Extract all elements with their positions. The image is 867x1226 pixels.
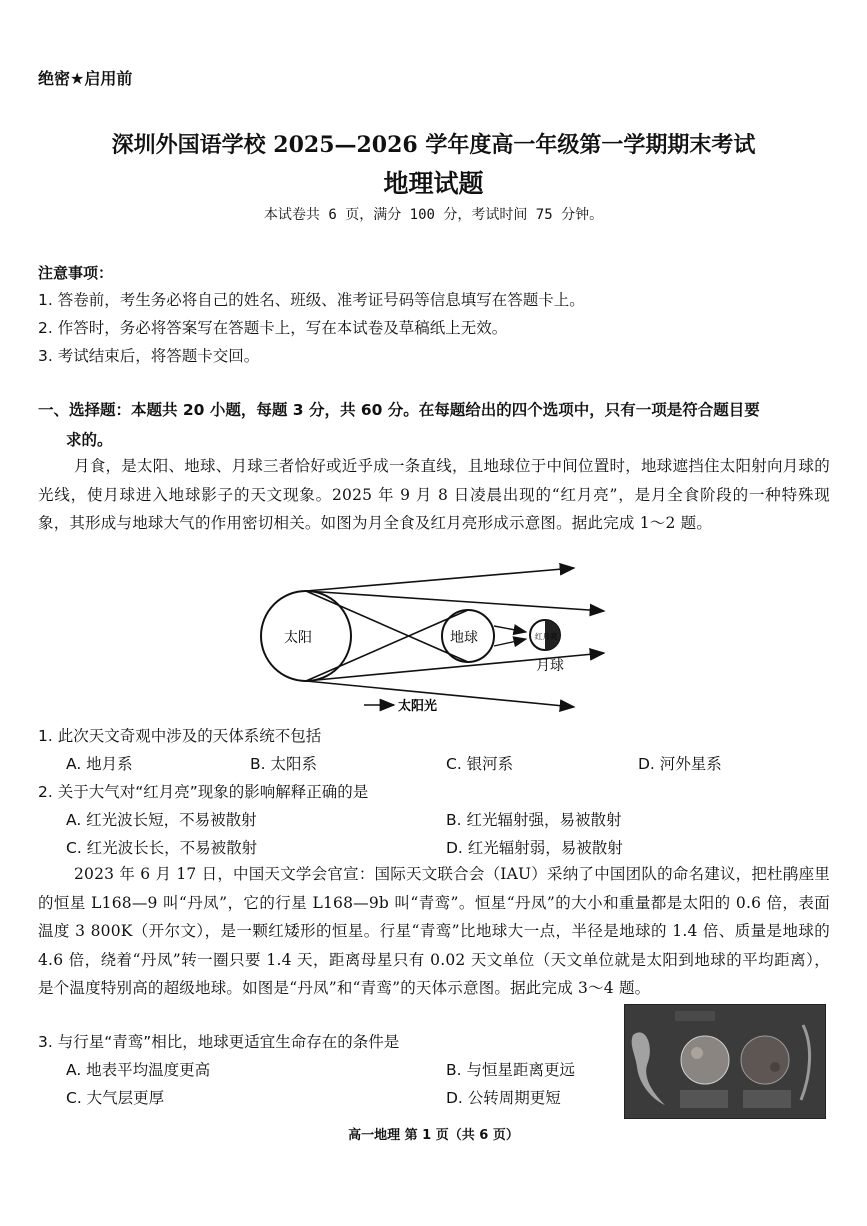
note-item: 1. 答卷前，考生务必将自己的姓名、班级、准考证号码等信息填写在答题卡上。 bbox=[38, 291, 585, 309]
page-footer: 高一地理 第 1 页（共 6 页） bbox=[348, 1128, 519, 1143]
question-stem: 3. 与行星“青鸾”相比，地球更适宜生命存在的条件是 bbox=[38, 1033, 400, 1051]
sunlight-legend: 太阳光 bbox=[398, 699, 438, 714]
notes-title: 注意事项： bbox=[38, 264, 114, 282]
option-b[interactable]: B. 红光辐射强，易被散射 bbox=[446, 811, 622, 829]
question-stem: 2. 关于大气对“红月亮”现象的影响解释正确的是 bbox=[38, 783, 369, 801]
note-item: 2. 作答时，务必将答案写在答题卡上，写在本试卷及草稿纸上无效。 bbox=[38, 319, 508, 337]
option-b[interactable]: B. 与恒星距离更远 bbox=[446, 1061, 575, 1079]
option-d[interactable]: D. 河外星系 bbox=[638, 755, 722, 773]
option-c[interactable]: C. 银河系 bbox=[446, 755, 514, 773]
option-c[interactable]: C. 大气层更厚 bbox=[66, 1089, 165, 1107]
school-title: 深圳外国语学校 2025—2026 学年度高一年级第一学期期末考试 bbox=[111, 132, 756, 158]
option-d[interactable]: D. 红光辐射弱，易被散射 bbox=[446, 839, 623, 857]
option-a[interactable]: A. 红光波长短，不易被散射 bbox=[66, 811, 257, 829]
danfeng-qingluan-image bbox=[624, 1004, 826, 1119]
option-a[interactable]: A. 地表平均温度更高 bbox=[66, 1061, 211, 1079]
exam-info: 本试卷共 6 页，满分 100 分，考试时间 75 分钟。 bbox=[263, 207, 604, 223]
option-c[interactable]: C. 红光波长长，不易被散射 bbox=[66, 839, 258, 857]
red-moon-label: 红月亮 bbox=[535, 632, 558, 641]
passage-lunar-eclipse: 月食，是太阳、地球、月球三者恰好或近乎成一条直线，且地球位于中间位置时，地球遮挡住太阳射向月球的光线，使月球进入地球影子的天文现象。2025 年 9 月 8 日凌晨出现的“红月亮”，是月全食阶段的一种特殊现象，其形成与地球大气的作用密切相关。如图为月全食及红月亮形成示意图。据此完成 1～2 题。 bbox=[38, 457, 830, 532]
section-heading: 一、选择题：本题共 20 小题，每题 3 分，共 60 分。在每题给出的四个选项中，只有一项是符合题目要 bbox=[38, 401, 760, 419]
earth-label: 地球 bbox=[450, 630, 478, 646]
passage-star-planet: 2023 年 6 月 17 日，中国天文学会官宣：国际天文联合会（IAU）采纳了中国团队的命名建议，把杜鹃座里的恒星 L168—9 叫“丹凤”，它的行星 L168—9b 叫“青鸾”。恒星“丹凤”的大小和重量都是太阳的 0.6 倍，表面温度 3 800K（开尔文），是一颗红矮形的恒星。行星“青鸾”比地球大一点，半径是地球的 1.4 倍、质量是地球的 4.6 倍，绕着“丹凤”转一圈只要 1.4 天，距离母星只有 0.02 天文单位（天文单位就是太阳到地球的平均距离），是个温度特别高的超级地球。如图是“丹凤”和“青鸾”的天体示意图。据此完成 3～4 题。 bbox=[38, 865, 830, 997]
question-stem: 1. 此次天文奇观中涉及的天体系统不包括 bbox=[38, 727, 322, 745]
option-a[interactable]: A. 地月系 bbox=[66, 755, 133, 773]
subject-title: 地理试题 bbox=[383, 169, 484, 198]
option-d[interactable]: D. 公转周期更短 bbox=[446, 1089, 561, 1107]
confidential-mark: 绝密★启用前 bbox=[38, 69, 133, 88]
note-item: 3. 考试结束后，将答题卡交回。 bbox=[38, 347, 260, 365]
moon-label: 月球 bbox=[536, 658, 564, 674]
section-heading-cont: 求的。 bbox=[66, 431, 113, 449]
sun-label: 太阳 bbox=[284, 630, 312, 646]
option-b[interactable]: B. 太阳系 bbox=[250, 755, 317, 773]
lunar-eclipse-diagram bbox=[240, 560, 620, 720]
